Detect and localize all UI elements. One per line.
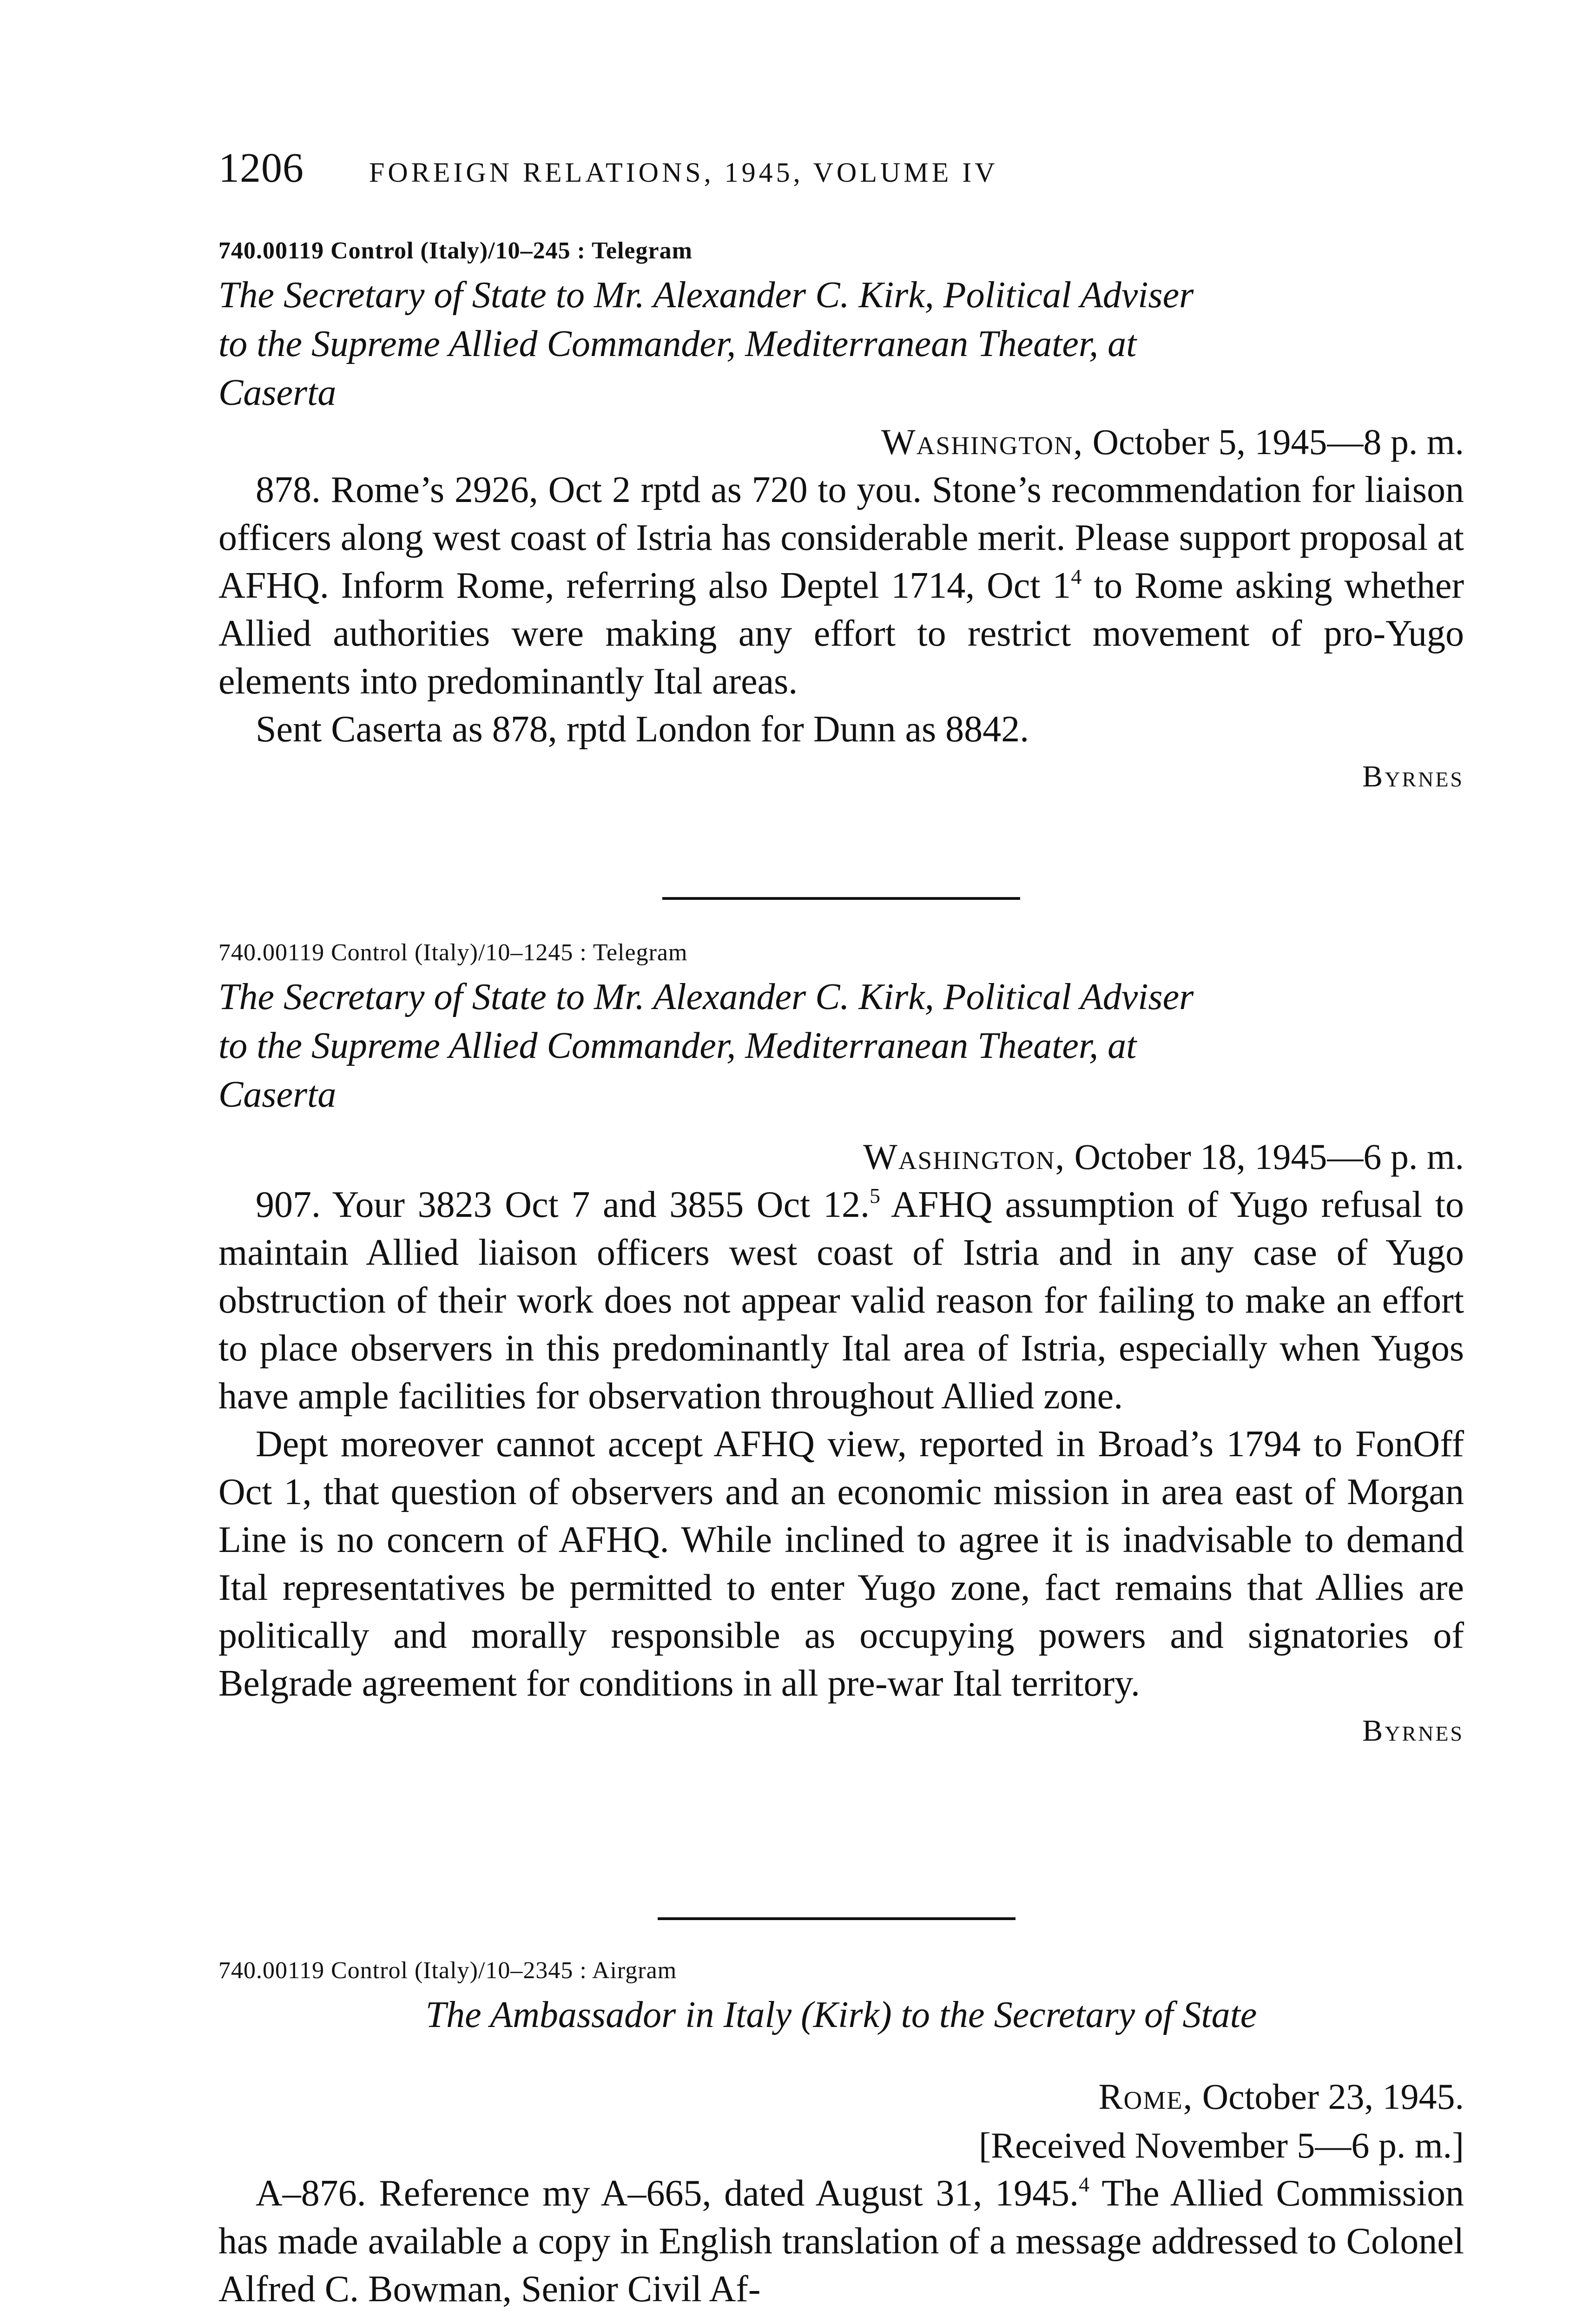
file-reference: 740.00119 Control (Italy)/10–2345 : Airgram: [218, 1957, 677, 1984]
journal-title: FOREIGN RELATIONS, 1945, VOLUME IV: [369, 157, 998, 188]
footnote-ref: 5: [869, 1184, 880, 1208]
document-heading: The Secretary of State to Mr. Alexander C. Kirk, Political Adviser to the Supreme Allied Commander, Mediterranean Theater, at Caserta: [218, 977, 1194, 1115]
body-paragraph: Dept moreover cannot accept AFHQ view, reported in Broad’s 1794 to FonOff Oct 1, that question of observers and an economic mission in area east of Morgan Line is no concern of AFHQ. While inclined to agree it is inadvisable to demand Ital representatives be permitted to enter Yugo zone, fact remains that Allies are politically and morally responsible as occupying powers and signatories of Belgrade agreement for conditions in all pre-war Ital territory.: [218, 1424, 1464, 1704]
footnote-ref: 4: [1071, 565, 1082, 588]
file-reference: 740.00119 Control (Italy)/10–1245 : Telegram: [218, 939, 688, 966]
document-2: [218, 937, 1464, 1754]
document-1: [218, 235, 1464, 800]
document-3: [218, 1954, 1464, 2313]
footnote-ref: 4: [1079, 2172, 1090, 2196]
dateline: Rome, October 23, 1945.: [1098, 2076, 1464, 2117]
body-paragraph: Sent Caserta as 878, rptd London for Dunn as 8842.: [256, 709, 1029, 750]
dateline: Washington, October 18, 1945—6 p. m.: [863, 1136, 1464, 1177]
section-divider: [662, 897, 1020, 900]
running-head: [218, 144, 1464, 192]
section-divider: [658, 1917, 1016, 1920]
received-line: [Received November 5—6 p. m.]: [978, 2125, 1464, 2166]
document-heading: The Secretary of State to Mr. Alexander C. Kirk, Political Adviser to the Supreme Allied Commander, Mediterranean Theater, at Caserta: [218, 275, 1194, 413]
page-number: 1206: [218, 145, 304, 191]
body-paragraph: 907. Your 3823 Oct 7 and 3855 Oct 12.$^5$ AFHQ assumption of Yugo refusal to maintain Allied liaison officers west coast of Istria and in any case of Yugo obstruction of their work does not appear valid reason for failing to make an effort to place observers in this predominantly Ital area of Istria, especially when Yugos have ample facilities for observation throughout Allied zone.: [218, 1184, 1464, 1417]
signature: Byrnes: [1362, 759, 1464, 793]
dateline: Washington, October 5, 1945—8 p. m.: [881, 422, 1464, 462]
signature: Byrnes: [1362, 1714, 1464, 1748]
body-paragraph: A–876. Reference my A–665, dated August 31, 1945.$^4$ The Allied Commission has made available a copy in English translation of a message addressed to Colonel Alfred C. Bowman, Senior Civil Af-: [218, 2172, 1464, 2310]
document-heading: The Ambassador in Italy (Kirk) to the Secretary of State: [425, 1994, 1257, 2035]
body-paragraph: 878. Rome’s 2926, Oct 2 rptd as 720 to you. Stone’s recommendation for liaison officers along west coast of Istria has considerable merit. Please support proposal at AFHQ. Inform Rome, referring also Deptel 1714, Oct $1^4$ to Rome asking whether Allied authorities were making any effort to restrict movement of pro-Yugo elements into predominantly Ital areas.: [218, 469, 1464, 702]
file-reference: 740.00119 Control (Italy)/10–245 : Telegram: [218, 238, 693, 264]
